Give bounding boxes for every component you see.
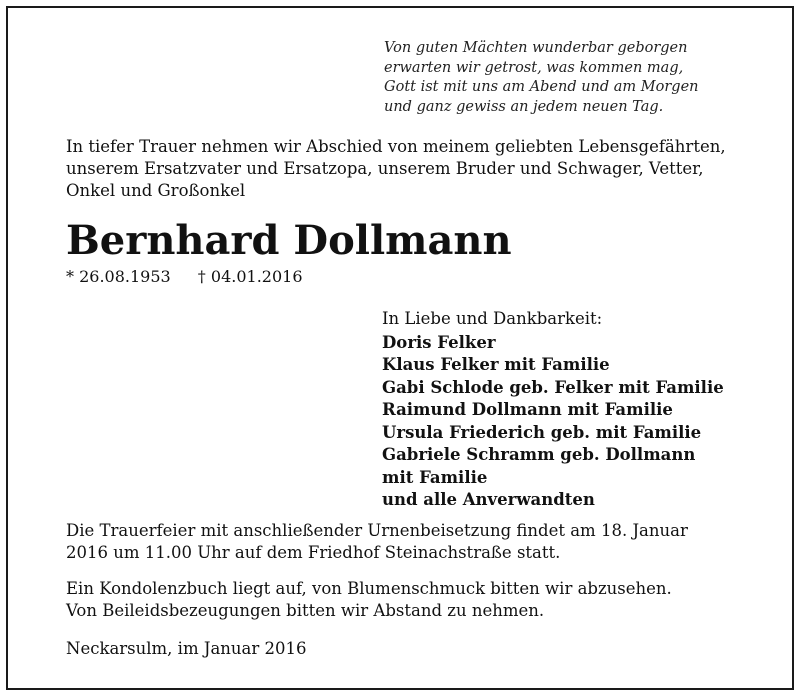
obituary-notice	[6, 6, 794, 690]
poem-verse	[384, 39, 699, 117]
condolence-line: Ein Kondolenzbuch liegt auf, von Blumenschmuck bitten wir abzusehen.	[66, 579, 672, 598]
poem-line: Gott ist mit uns am Abend und am Morgen	[384, 79, 699, 95]
mourner-name: Doris Felker	[382, 332, 496, 352]
condolence-info	[66, 578, 744, 622]
place-date: Neckarsulm, im Januar 2016	[66, 639, 307, 658]
intro-line: Onkel und Großonkel	[66, 181, 246, 200]
mourner-name: Gabi Schlode geb. Felker mit Familie	[382, 377, 724, 397]
mourner-name: Gabriele Schramm geb. Dollmann	[382, 445, 696, 464]
deceased-name: Bernhard Dollmann	[66, 217, 512, 264]
funeral-info	[66, 520, 744, 564]
mourners-list	[382, 308, 724, 512]
intro-line: unserem Ersatzvater und Ersatzopa, unserem Bruder und Schwager, Vetter,	[66, 159, 704, 178]
birth-date: * 26.08.1953	[66, 267, 171, 286]
life-dates	[66, 266, 303, 288]
intro-text	[66, 136, 746, 202]
mourner-name: Ursula Friederich geb. mit Familie	[382, 422, 702, 442]
death-date: † 04.01.2016	[197, 267, 303, 286]
mourner-name: Klaus Felker mit Familie	[382, 355, 610, 374]
poem-line: und ganz gewiss an jedem neuen Tag.	[384, 98, 664, 115]
mourners-lead: In Liebe und Dankbarkeit:	[382, 309, 603, 328]
intro-line: In tiefer Trauer nehmen wir Abschied von meinem geliebten Lebensgefährten,	[66, 137, 726, 156]
mourner-name: und alle Anverwandten	[382, 490, 595, 509]
funeral-line: 2016 um 11.00 Uhr auf dem Friedhof Steinachstraße statt.	[66, 543, 561, 562]
condolence-line: Von Beileidsbezeugungen bitten wir Abstand zu nehmen.	[66, 601, 545, 620]
mourner-name: mit Familie	[382, 467, 488, 487]
mourner-name: Raimund Dollmann mit Familie	[382, 400, 673, 419]
poem-line: Von guten Mächten wunderbar geborgen	[384, 40, 688, 56]
poem-line: erwarten wir getrost, was kommen mag,	[384, 59, 684, 76]
funeral-line: Die Trauerfeier mit anschließender Urnenbeisetzung findet am 18. Januar	[66, 521, 688, 540]
